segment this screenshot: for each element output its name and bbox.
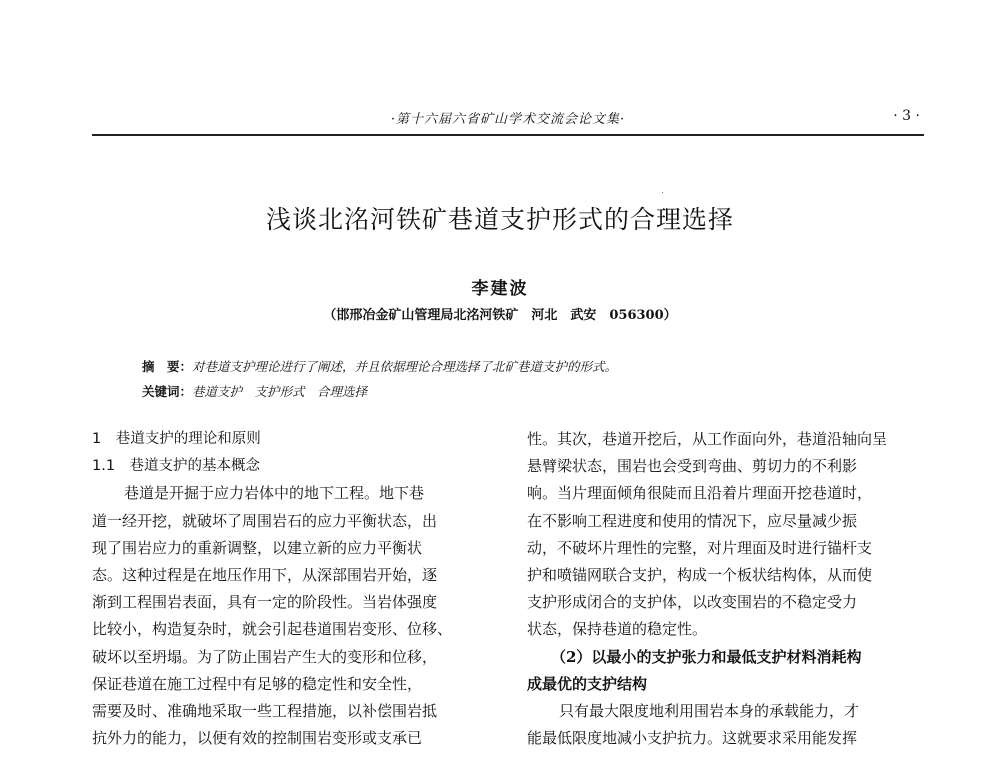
author-name: 李建波 bbox=[471, 279, 529, 299]
abstract-label: 摘 要： bbox=[142, 359, 193, 374]
scan-speck bbox=[662, 192, 663, 193]
body-line: 巷道是开掘于应力岩体中的地下工程。地下巷 bbox=[124, 484, 425, 503]
body-line: 悬臂梁状态，围岩也会受到弯曲、剪切力的不利影 bbox=[527, 457, 858, 476]
running-header bbox=[92, 104, 924, 130]
body-line: 态。这种过程是在地压作用下，从深部围岩开始，逐 bbox=[92, 565, 438, 584]
body-line: 只有最大限度地利用围岩本身的承载能力，才 bbox=[559, 701, 860, 720]
body-line: 在不影响工程进度和使用的情况下，应尽量减少振 bbox=[527, 511, 858, 530]
body-line: 渐到工程围岩表面，具有一定的阶段性。当岩体强度 bbox=[92, 593, 438, 612]
keywords-text: 巷道支护 支护形式 合理选择 bbox=[192, 384, 368, 399]
header-rule bbox=[92, 134, 924, 136]
body-line: 现了围岩应力的重新调整，以建立新的应力平衡状 bbox=[92, 538, 423, 557]
subsection-heading: 1.1 巷道支护的基本概念 bbox=[92, 458, 261, 475]
abstract bbox=[142, 357, 922, 375]
body-line: 支护形成闭合的支护体，以改变围岩的不稳定受力 bbox=[527, 593, 858, 612]
body-line: 保证巷道在施工过程中有足够的稳定性和安全性， bbox=[92, 674, 423, 693]
keywords-label: 关键词： bbox=[142, 384, 193, 399]
body-line: 动，不破坏片理性的完整，对片理面及时进行锚杆支 bbox=[527, 538, 873, 557]
body-line: 抗外力的能力，以便有效的控制围岩变形或支承已 bbox=[92, 729, 423, 748]
keywords bbox=[142, 382, 922, 400]
paper-title: 浅谈北洺河铁矿巷道支护形式的合理选择 bbox=[265, 205, 734, 234]
body-line: 道一经开挖，就破坏了周围岩石的应力平衡状态，出 bbox=[92, 511, 438, 530]
body-line: 状态，保持巷道的稳定性。 bbox=[527, 620, 708, 639]
section-heading: 1 巷道支护的理论和原则 bbox=[92, 431, 261, 447]
abstract-text: 对巷道支护理论进行了阐述，并且依据理论合理选择了北矿巷道支护的形式。 bbox=[192, 359, 618, 374]
body-line: 响。当片理面倾角很陡而且沿着片理面开挖巷道时， bbox=[527, 484, 873, 503]
body-line: 能最低限度地减小支护抗力。这就要求采用能发挥 bbox=[527, 729, 858, 748]
right-column bbox=[527, 426, 931, 752]
numbered-point-cont: 成最优的支护结构 bbox=[527, 674, 648, 693]
body-line: 比较小，构造复杂时，就会引起巷道围岩变形、位移、 bbox=[92, 620, 453, 639]
body-line: 需要及时、准确地采取一些工程措施，以补偿围岩抵 bbox=[92, 701, 438, 720]
proceedings-title: ·第十六届六省矿山学术交流会论文集· bbox=[390, 112, 626, 127]
body-line: 性。其次，巷道开挖后，从工作面向外，巷道沿轴向呈 bbox=[527, 430, 888, 448]
body-line: 护和喷锚网联合支护，构成一个板状结构体，从而使 bbox=[527, 565, 873, 584]
body-line: 破坏以至坍塌。为了防止围岩产生大的变形和位移， bbox=[92, 647, 438, 666]
author-affiliation: （邯邢冶金矿山管理局北洺河铁矿 河北 武安 056300） bbox=[323, 308, 677, 323]
numbered-point: （2）以最小的支护张力和最低支护材料消耗构 bbox=[551, 647, 862, 666]
page-number: · 3 · bbox=[893, 108, 920, 124]
left-column bbox=[92, 426, 498, 752]
